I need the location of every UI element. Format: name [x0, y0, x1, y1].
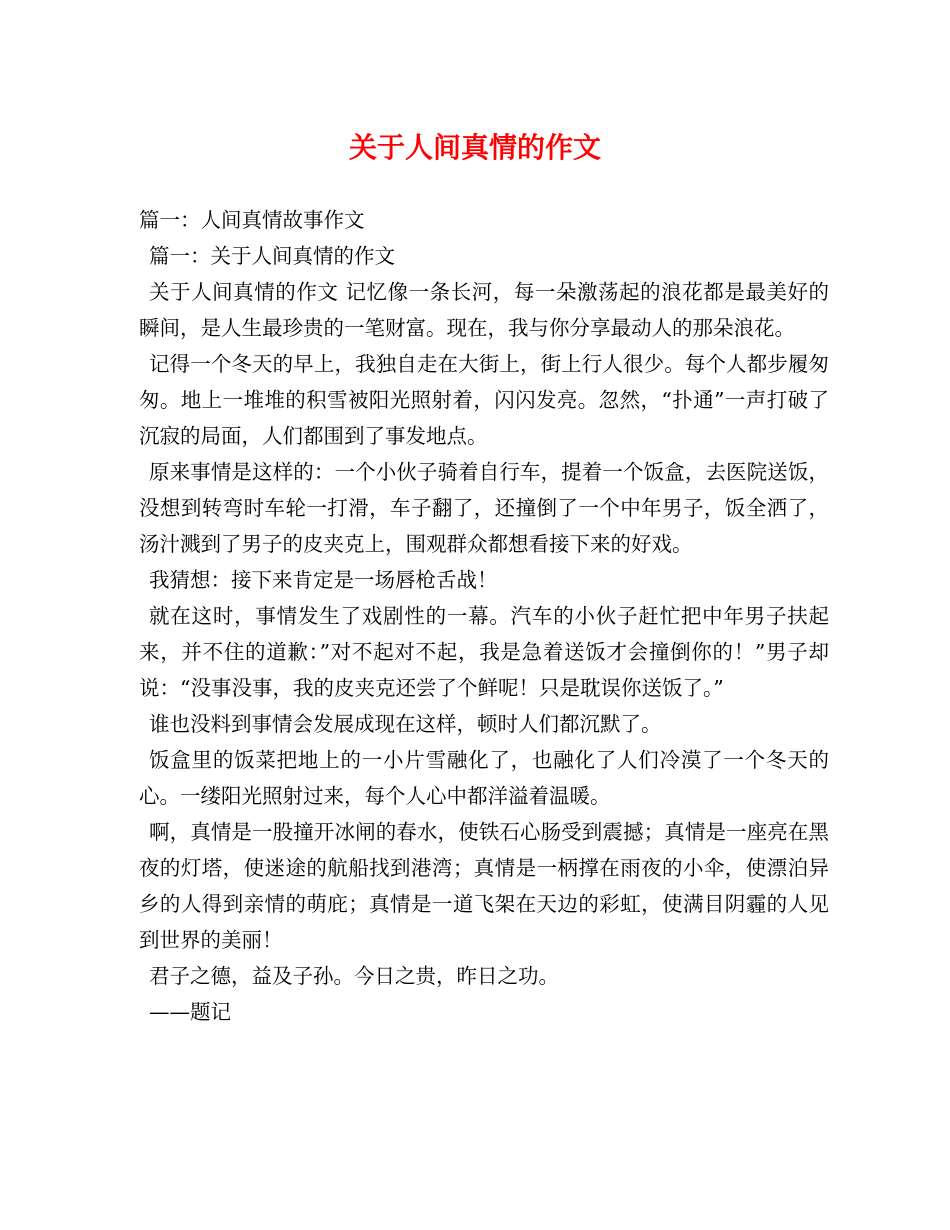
sub-heading: 篇一：关于人间真情的作文	[149, 244, 395, 268]
paragraph: 原来事情是这样的：一个小伙子骑着自行车，提着一个饭盒，去医院送饭，没想到转弯时车轮一打滑，车子翻了，还撞倒了一个中年男子，饭全洒了，汤汁溅到了男子的皮夹克上，围观群众都想看接下来的好戏。	[139, 460, 829, 556]
section-heading: 篇一：人间真情故事作文	[139, 208, 365, 232]
paragraph: 啊，真情是一股撞开冰闸的春水，使铁石心肠受到震撼；真情是一座亮在黑夜的灯塔，使迷途的航船找到港湾；真情是一柄撑在雨夜的小伞，使漂泊异乡的人得到亲情的萌庇；真情是一道飞架在天边的彩虹，使满目阴霾的人见到世界的美丽！	[139, 820, 829, 952]
paragraph: 关于人间真情的作文 记忆像一条长河，每一朵激荡起的浪花都是最美好的瞬间，是人生最珍贵的一笔财富。现在，我与你分享最动人的那朵浪花。	[139, 280, 829, 340]
epigraph-note: ——题记	[149, 1000, 231, 1024]
document-body	[139, 202, 829, 1030]
paragraph: 就在这时，事情发生了戏剧性的一幕。汽车的小伙子赶忙把中年男子扶起来，并不住的道歉：”对不起对不起，我是急着送饭才会撞倒你的！”男子却说：“没事没事，我的皮夹克还尝了个鲜呢！只是耽误你送饭了。”	[139, 604, 829, 700]
document-title: 关于人间真情的作文	[348, 131, 601, 164]
paragraph: 我猜想：接下来肯定是一场唇枪舌战！	[149, 568, 498, 592]
quote-line: 君子之德，益及子孙。今日之贵，昨日之功。	[149, 964, 559, 988]
paragraph: 谁也没料到事情会发展成现在这样，顿时人们都沉默了。	[149, 712, 662, 736]
paragraph: 饭盒里的饭菜把地上的一小片雪融化了，也融化了人们冷漠了一个冬天的心。一缕阳光照射过来，每个人心中都洋溢着温暖。	[139, 748, 829, 808]
paragraph: 记得一个冬天的早上，我独自走在大街上，街上行人很少。每个人都步履匆匆。地上一堆堆的积雪被阳光照射着，闪闪发亮。忽然，“扑通”一声打破了沉寂的局面，人们都围到了事发地点。	[139, 352, 829, 448]
